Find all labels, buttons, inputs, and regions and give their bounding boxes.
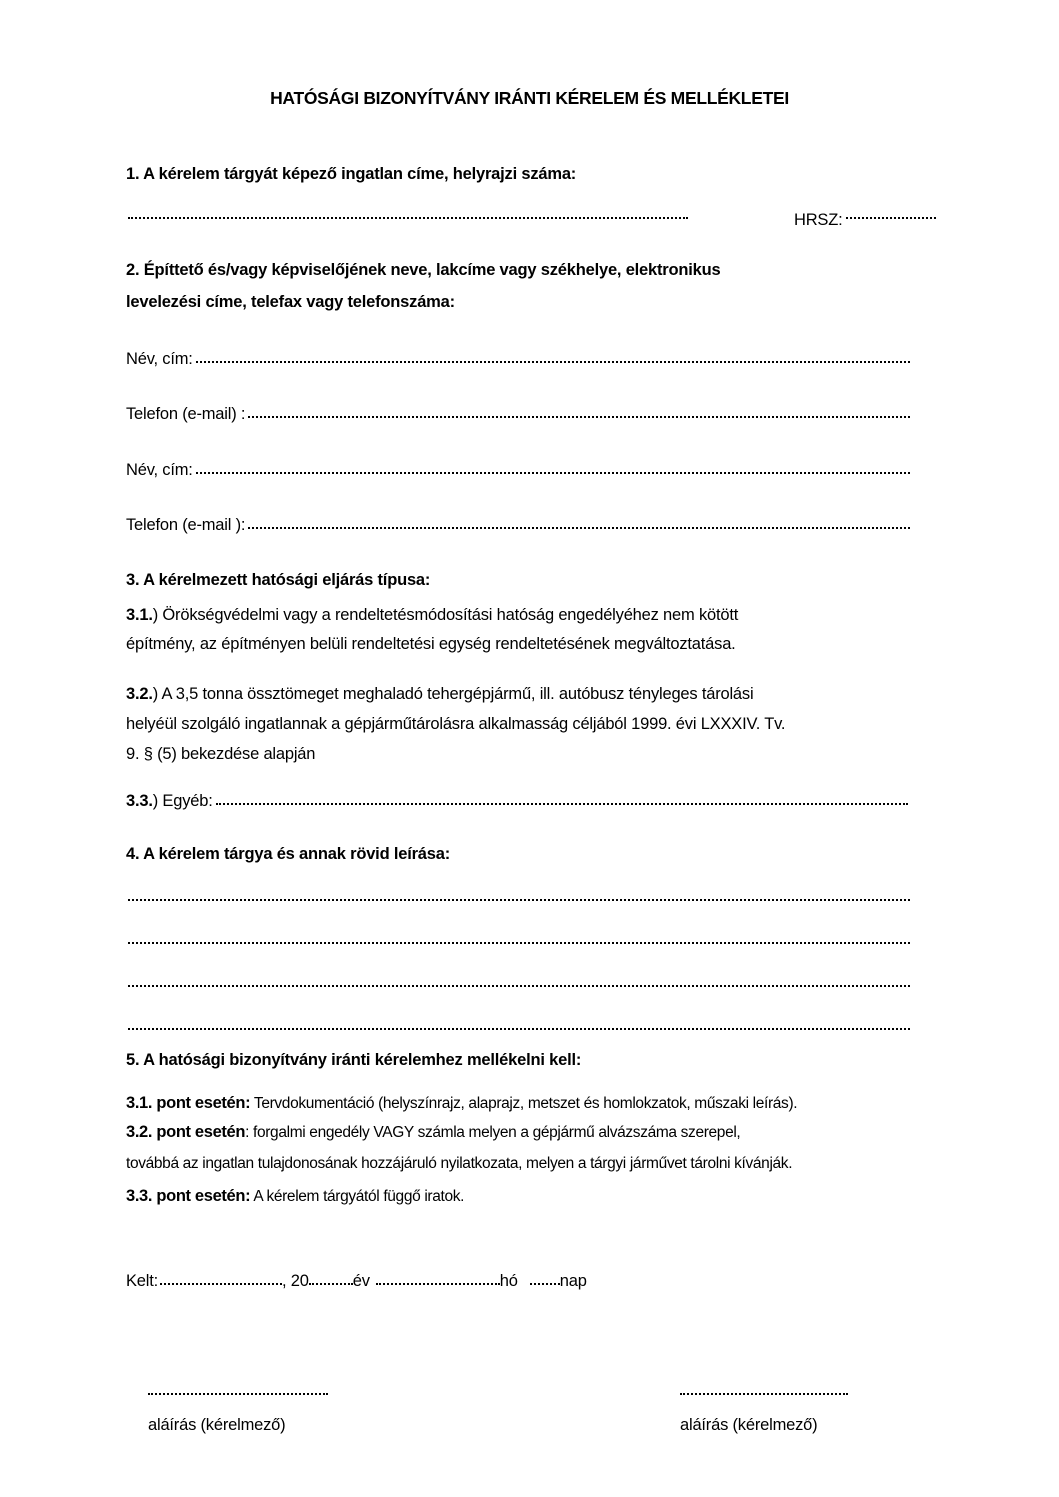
property-address-field[interactable] — [128, 214, 688, 219]
place-field[interactable] — [160, 1280, 282, 1285]
attachment-3-3 — [126, 1186, 464, 1207]
section2-heading-line2: levelezési címe, telefax vagy telefonszáma: — [126, 293, 455, 311]
applicant1-name-address-row — [126, 349, 910, 369]
applicant1-name-address-field[interactable] — [196, 358, 910, 363]
section5-heading: 5. A hatósági bizonyítvány iránti kérelemhez mellékelni kell: — [126, 1051, 582, 1069]
phone-email-label: Telefon (e-mail ): — [126, 516, 246, 534]
section4-heading: 4. A kérelem tárgya és annak rövid leírása: — [126, 845, 451, 863]
option-3-3-row — [126, 791, 908, 811]
hrsz-label: HRSZ: — [794, 211, 843, 229]
description-line-4[interactable] — [128, 1025, 910, 1030]
option-3-1-line1 — [126, 605, 738, 625]
option-3-1-text: ) Örökségvédelmi vagy a rendeltetésmódosítási hatóság engedélyéhez nem kötött — [152, 606, 739, 624]
applicant2-phone-email-row — [126, 515, 910, 535]
option-3-3-label: ) Egyéb: — [152, 792, 213, 810]
option-3-2-line1 — [126, 684, 753, 704]
month-label: hó — [499, 1272, 518, 1290]
signature-label-1: aláírás (kérelmező) — [148, 1416, 286, 1434]
attachment-3-3-text: A kérelem tárgyától függő iratok. — [250, 1188, 465, 1205]
section3-heading: 3. A kérelmezett hatósági eljárás típusa: — [126, 571, 431, 589]
applicant2-phone-email-field[interactable] — [248, 524, 910, 529]
attachment-3-1 — [126, 1093, 797, 1114]
applicant2-name-address-field[interactable] — [196, 469, 910, 474]
day-field[interactable] — [530, 1280, 560, 1285]
hrsz-field[interactable] — [846, 214, 936, 219]
section2-heading-line1: 2. Építtető és/vagy képviselőjének neve, lakcíme vagy székhelye, elektronikus — [126, 261, 721, 279]
option-3-2-line2: helyéül szolgáló ingatlannak a gépjárműtárolásra alkalmasság céljából 1999. évi LXXXIV. Tv. — [126, 715, 786, 733]
section1-heading: 1. A kérelem tárgyát képező ingatlan címe, helyrajzi száma: — [126, 165, 577, 183]
year-prefix: , 20 — [282, 1272, 309, 1290]
year-label: év — [352, 1272, 370, 1290]
date-line — [126, 1271, 587, 1291]
applicant1-phone-email-row — [126, 404, 910, 424]
description-line-2[interactable] — [128, 939, 910, 944]
attachment-3-1-label: 3.1. pont esetén: — [126, 1094, 251, 1112]
name-address-label: Név, cím: — [126, 350, 193, 368]
other-procedure-field[interactable] — [216, 800, 908, 805]
description-line-3[interactable] — [128, 982, 910, 987]
option-3-2-number: 3.2. — [126, 685, 153, 703]
attachment-3-2-label: 3.2. pont esetén — [126, 1123, 246, 1141]
option-3-3-number: 3.3. — [126, 792, 153, 810]
day-label: nap — [559, 1272, 587, 1290]
option-3-1-number: 3.1. — [126, 606, 153, 624]
document-title: HATÓSÁGI BIZONYÍTVÁNY IRÁNTI KÉRELEM ÉS MELLÉKLETEI — [270, 88, 789, 108]
option-3-2-text: ) A 3,5 tonna össztömeget meghaladó tehergépjármű, ill. autóbusz tényleges tárolási — [152, 685, 754, 703]
name-address-label: Név, cím: — [126, 461, 193, 479]
attachment-3-3-label: 3.3. pont esetén: — [126, 1187, 251, 1205]
description-line-1[interactable] — [128, 896, 910, 901]
month-field[interactable] — [376, 1280, 500, 1285]
attachment-3-2-text: : forgalmi engedély VAGY számla melyen a gépjármű alvázszáma szerepel, — [245, 1124, 741, 1141]
applicant2-name-address-row — [126, 460, 910, 480]
signature-line-2[interactable] — [680, 1390, 848, 1395]
year-field[interactable] — [309, 1280, 353, 1285]
attachment-3-2-continued: továbbá az ingatlan tulajdonosának hozzájáruló nyilatkozata, melyen a tárgyi járművet tárolni kívánják. — [126, 1155, 793, 1172]
attachment-3-1-text: Tervdokumentáció (helyszínrajz, alaprajz, metszet és homlokzatok, műszaki leírás). — [250, 1095, 798, 1112]
kelt-label: Kelt: — [126, 1272, 159, 1290]
signature-line-1[interactable] — [148, 1390, 328, 1395]
option-3-2-line3: 9. § (5) bekezdése alapján — [126, 745, 316, 763]
attachment-3-2 — [126, 1122, 740, 1143]
phone-email-label: Telefon (e-mail) : — [126, 405, 246, 423]
applicant1-phone-email-field[interactable] — [248, 413, 910, 418]
signature-label-2: aláírás (kérelmező) — [680, 1416, 818, 1434]
option-3-1-line2: építmény, az építményen belüli rendeltetési egység rendeltetésének megváltoztatása. — [126, 635, 736, 653]
